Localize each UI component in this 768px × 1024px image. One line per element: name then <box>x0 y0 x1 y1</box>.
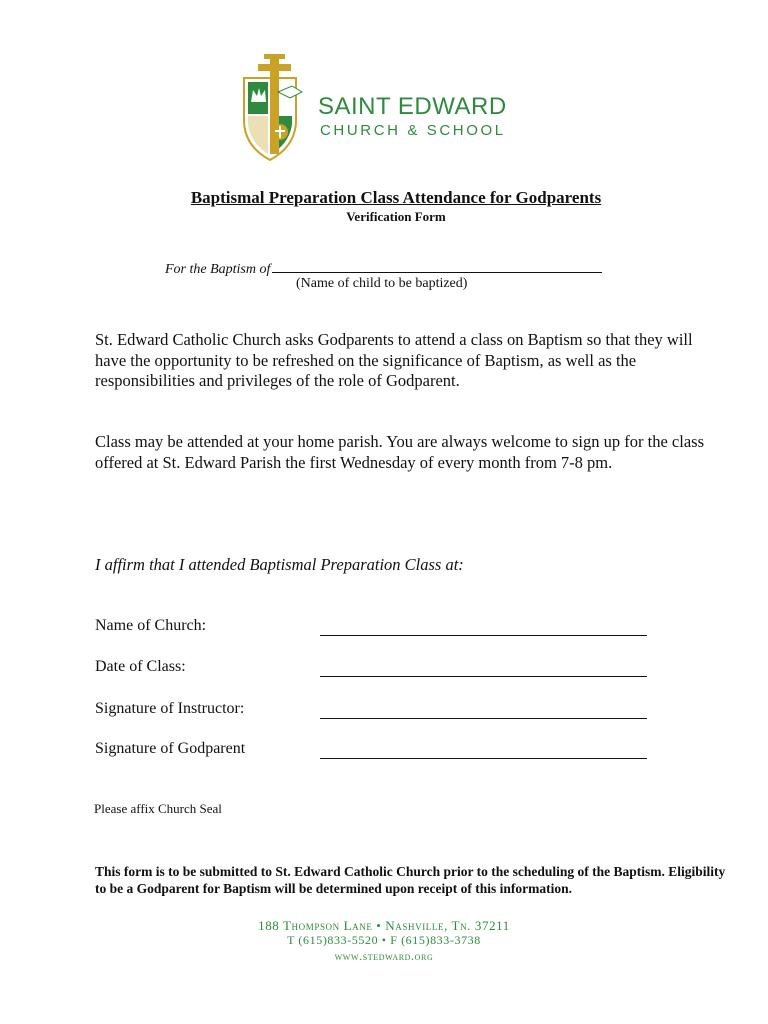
submit-note: This form is to be submitted to St. Edward Catholic Church prior to the scheduling of the Baptism. Eligibility to be a Godparent for Baptism will be determined upon receipt of this information. <box>95 864 726 896</box>
child-name-field[interactable] <box>272 258 602 273</box>
date-field[interactable] <box>320 676 647 677</box>
seal-note: Please affix Church Seal <box>94 801 222 816</box>
form-subtitle: Verification Form <box>346 209 446 224</box>
footer-website: www.stedward.org <box>334 949 434 963</box>
godparent-signature-field[interactable] <box>320 758 647 759</box>
instructor-signature-field[interactable] <box>320 718 647 719</box>
logo-subtitle: CHURCH & SCHOOL <box>320 122 506 139</box>
form-title: Baptismal Preparation Class Attendance for Godparents <box>190 188 602 207</box>
instructor-label: Signature of Instructor: <box>95 700 245 717</box>
child-name-hint: (Name of child to be baptized) <box>296 276 468 291</box>
footer-phone: T (615)833-5520 • F (615)833-3738 <box>287 933 481 947</box>
godparent-label: Signature of Godparent <box>95 740 246 757</box>
baptism-line <box>165 258 602 278</box>
paragraph-class-info: Class may be attended at your home parish. You are always welcome to sign up for the class offered at St. Edward Parish the first Wednesday of every month from 7-8 pm. <box>95 432 704 472</box>
logo-name: SAINT EDWARD <box>318 93 507 120</box>
church-label: Name of Church: <box>95 617 207 634</box>
footer-address: 188 Thompson Lane • Nashville, Tn. 37211 <box>258 918 510 933</box>
affirm-statement: I affirm that I attended Baptismal Preparation Class at: <box>95 555 464 574</box>
date-label: Date of Class: <box>95 658 186 675</box>
baptism-label: For the Baptism of <box>165 262 271 277</box>
paragraph-intro: St. Edward Catholic Church asks Godparents to attend a class on Baptism so that they will have the opportunity to be refreshed on the significance of Baptism, as well as the responsibilities and privileges of the role of Godparent. <box>95 330 693 390</box>
church-field[interactable] <box>320 635 647 636</box>
